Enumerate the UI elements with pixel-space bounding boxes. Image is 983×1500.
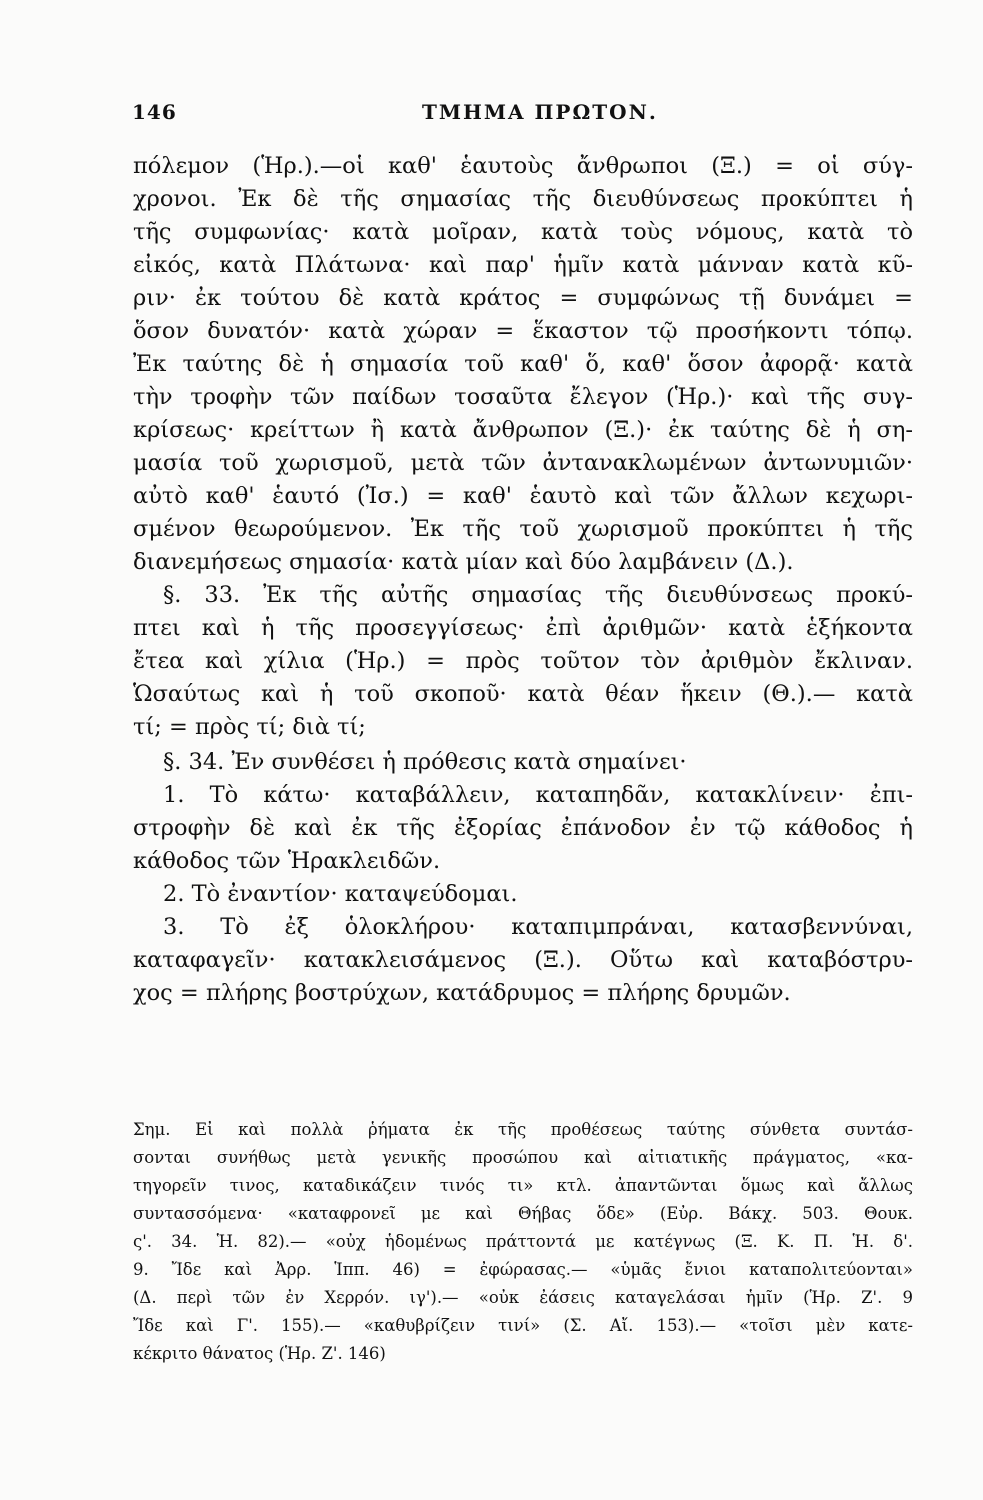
text-line: τί; = πρὸς τί; διὰ τί; — [133, 714, 366, 740]
list-item-1: 1. Τὸ κάτω· καταβάλλειν, καταπηδᾶν, κατακλίνειν· ἐπι- — [163, 782, 913, 808]
text-line: ὅσον δυνατόν· κατὰ χώραν = ἕκαστον τῷ προσήκοντι τόπῳ. — [133, 318, 913, 344]
list-item-3: 3. Τὸ ἐξ ὁλοκλήρου· καταπιμπράναι, κατασβεννύναι, — [163, 914, 913, 940]
text-line: ἔτεα καὶ χίλια (Ἡρ.) = πρὸς τοῦτον τὸν ἀριθμὸν ἔκλιναν. — [133, 648, 913, 674]
text-line: μασία τοῦ χωρισμοῦ, μετὰ τῶν ἀντανακλωμένων ἀντωνυμιῶν· — [133, 450, 913, 476]
text-line: στροφὴν δὲ καὶ ἐκ τῆς ἐξορίας ἐπάνοδον ἐν τῷ κάθοδος ἡ — [133, 815, 913, 841]
footnote — [133, 1116, 913, 1368]
text-line: εἰκός, κατὰ Πλάτωνα· καὶ παρ' ἡμῖν κατὰ μάνναν κατὰ κῦ- — [133, 252, 913, 278]
list-item-2: 2. Τὸ ἐναντίον· καταψεύδομαι. — [163, 881, 518, 907]
text-line: κάθοδος τῶν Ἡρακλειδῶν. — [133, 848, 441, 874]
text-line: Ὡσαύτως καὶ ἡ τοῦ σκοποῦ· κατὰ θέαν ἥκειν (Θ.).— κατὰ — [133, 681, 913, 707]
note-line: σονται συνήθως μετὰ γενικῆς προσώπου καὶ αἰτιατικῆς πράγματος, «κα- — [133, 1148, 913, 1167]
note-line: (Δ. περὶ τῶν ἐν Χερρόν. ιγ').— «οὐκ ἐάσεις καταγελάσαι ἡμῖν (Ἡρ. Ζ'. 9 — [133, 1288, 913, 1307]
note-line: κέκριτο θάνατος (Ἡρ. Ζ'. 146) — [133, 1344, 386, 1363]
text-line: καταφαγεῖν· κατακλεισάμενος (Ξ.). Οὕτω καὶ καταβόστρυ- — [133, 947, 913, 973]
page-number: 146 — [132, 100, 177, 124]
note-line: συντασσόμενα· «καταφρονεῖ με καὶ Θήβας ὅδε» (Εὐρ. Βάκχ. 503. Θουκ. — [133, 1204, 913, 1223]
text-line: πτει καὶ ἡ τῆς προσεγγίσεως· ἐπὶ ἀριθμῶν· κατὰ ἑξήκοντα — [133, 615, 913, 641]
section-33-heading-line: §. 33. Ἐκ τῆς αὐτῆς σημασίας τῆς διευθύνσεως προκύ- — [163, 582, 913, 608]
text-line: χος = πλήρης βοστρύχων, κατάδρυμος = πλήρης δρυμῶν. — [133, 980, 791, 1006]
note-line: Ἴδε καὶ Γ'. 155).— «καθυβρίζειν τινί» (Σ. Αἴ. 153).— «τοῖσι μὲν κατε- — [133, 1316, 913, 1335]
text-line: αὐτὸ καθ' ἑαυτό (Ἰσ.) = καθ' ἑαυτὸ καὶ τῶν ἄλλων κεχωρι- — [133, 483, 913, 509]
text-line: κρίσεως· κρείττων ἢ κατὰ ἄνθρωπον (Ξ.)· ἐκ ταύτης δὲ ἡ ση- — [133, 417, 913, 443]
text-line: τῆς συμφωνίας· κατὰ μοῖραν, κατὰ τοὺς νόμους, κατὰ τὸ — [133, 219, 913, 245]
note-line: 9. Ἴδε καὶ Ἀρρ. Ἱππ. 46) = ἐφώρασας.— «ὑμᾶς ἔνιοι καταπολιτεύονται» — [133, 1260, 913, 1279]
text-line: σμένον θεωρούμενον. Ἐκ τῆς τοῦ χωρισμοῦ προκύπτει ἡ τῆς — [133, 516, 913, 542]
text-line: διανεμήσεως σημασία· κατὰ μίαν καὶ δύο λαμβάνειν (Δ.). — [133, 549, 794, 575]
text-line: χρονοι. Ἐκ δὲ τῆς σημασίας τῆς διευθύνσεως προκύπτει ἡ — [133, 186, 913, 212]
note-line: ς'. 34. Ἡ. 82).— «οὐχ ἡδομένως πράττοντά με κατέγνως (Ξ. Κ. Π. Ἡ. δ'. — [133, 1232, 913, 1251]
running-head: ΤΜΗΜΑ ΠΡΩΤΟΝ. — [422, 100, 658, 124]
page-header — [132, 100, 922, 134]
text-line: πόλεμον (Ἡρ.).—οἱ καθ' ἑαυτοὺς ἄνθρωποι (Ξ.) = οἱ σύγ- — [133, 153, 913, 179]
body-text — [133, 150, 913, 1010]
section-34-heading-line: §. 34. Ἐν συνθέσει ἡ πρόθεσις κατὰ σημαίνει· — [163, 749, 687, 775]
text-line: Ἐκ ταύτης δὲ ἡ σημασία τοῦ καθ' ὅ, καθ' ὅσον ἀφορᾷ· κατὰ — [133, 351, 913, 377]
note-line: τηγορεῖν τινος, καταδικάζειν τινός τι» κτλ. ἀπαντῶνται ὅμως καὶ ἄλλως — [133, 1176, 913, 1195]
note-line: Σημ. Εἰ καὶ πολλὰ ῥήματα ἐκ τῆς προθέσεως ταύτης σύνθετα συντάσ- — [133, 1120, 913, 1139]
text-line: τὴν τροφὴν τῶν παίδων τοσαῦτα ἔλεγον (Ἡρ.)· καὶ τῆς συγ- — [133, 384, 913, 410]
text-line: ριν· ἐκ τούτου δὲ κατὰ κράτος = συμφώνως τῇ δυνάμει = — [133, 285, 913, 311]
